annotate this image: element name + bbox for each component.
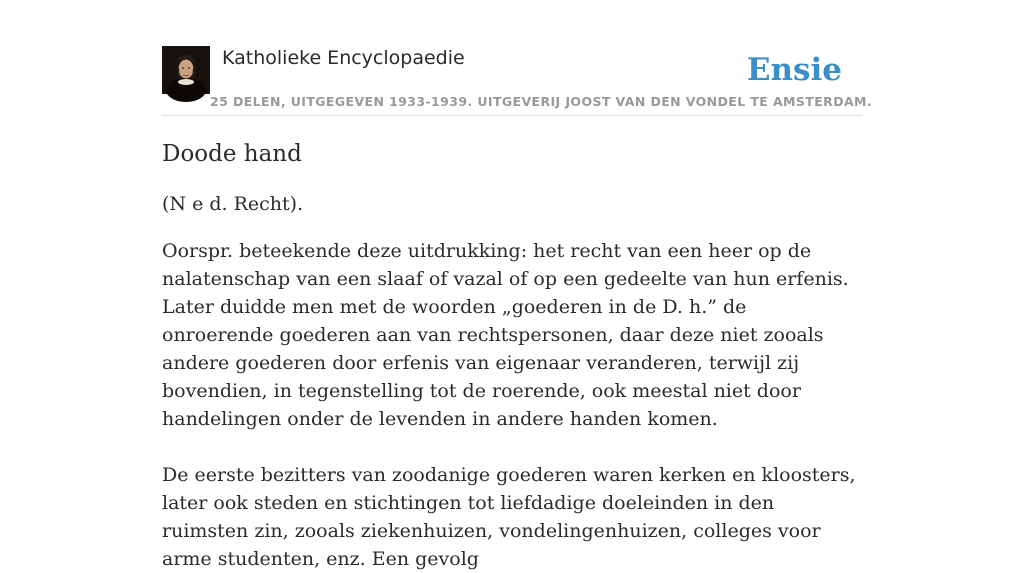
portrait-avatar-icon[interactable]: [162, 46, 210, 94]
publication-header: [162, 46, 873, 116]
publication-title[interactable]: Katholieke Encyclopaedie: [222, 47, 465, 69]
article-lead: (N e d. Recht).: [162, 193, 304, 215]
portrait-avatar-graphic: [162, 46, 210, 94]
ensie-logo-link[interactable]: Ensie: [746, 52, 842, 88]
article-paragraph: Oorspr. beteekende deze uitdrukking: het recht van een heer op de nalatenschap van een slaaf of vazal of op een gedeelte van hun erfenis. Later duidde men met de woorden „goederen in de D. h.” de onroerende goederen aan van rechtspersonen, daar deze niet zooals andere goederen door erfenis van eigenaar veranderen, terwijl zij bovendien, in tegenstelling tot de roerende, ook meestal niet door handelingen onder de levenden in andere handen komen.: [162, 240, 849, 430]
publication-subtitle: 25 DELEN, UITGEGEVEN 1933-1939. UITGEVERIJ JOOST VAN DEN VONDEL TE AMSTERDAM.: [210, 94, 873, 109]
article: [162, 138, 862, 573]
article-title: Doode hand: [162, 141, 302, 167]
article-paragraph: De eerste bezitters van zoodanige goederen waren kerken en kloosters, later ook steden en stichtingen tot liefdadige doeleinden in den ruimsten zin, zooals ziekenhuizen, vondelingenhuizen, colleges voor arme studenten, enz. Een gevolg: [162, 464, 856, 570]
